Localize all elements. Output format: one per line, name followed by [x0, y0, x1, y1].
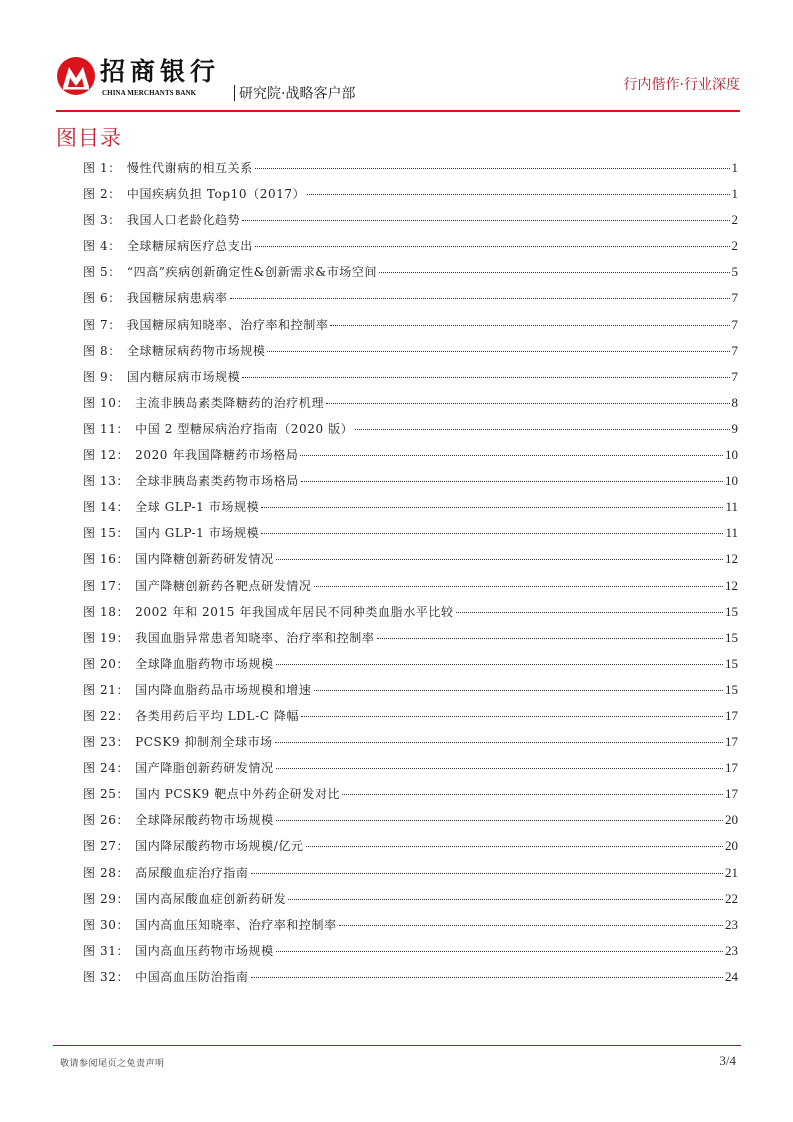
- toc-page: 23: [725, 916, 738, 932]
- toc-num: 图 28：: [83, 865, 130, 880]
- toc-label: 国内高尿酸血症创新药研发: [135, 891, 287, 906]
- toc-num: 图 3：: [83, 213, 121, 228]
- dot-leader: [255, 168, 730, 169]
- toc-entry-28[interactable]: [83, 863, 738, 889]
- toc-num: 图 30：: [83, 917, 130, 932]
- toc-label: 全球糖尿病药物市场规模: [126, 343, 266, 358]
- dot-leader: [267, 351, 729, 352]
- toc-num: 图 19：: [83, 630, 130, 645]
- toc-page: 9: [731, 420, 738, 436]
- toc-entry-16[interactable]: [83, 549, 738, 575]
- bank-name-en: CHINA MERCHANTS BANK: [102, 89, 197, 97]
- toc-label: 主流非胰岛素类降糖药的治疗机理: [135, 395, 325, 410]
- toc-label: 国产降脂创新药研发情况: [135, 761, 274, 776]
- dot-leader: [276, 559, 723, 560]
- toc-page: 12: [725, 577, 738, 593]
- toc-num: 图 29：: [83, 891, 130, 906]
- toc-num: 图 12：: [83, 448, 130, 463]
- dot-leader: [251, 873, 724, 874]
- toc-page: 15: [725, 681, 738, 697]
- toc-entry-27[interactable]: [83, 836, 738, 862]
- toc-page: 10: [725, 447, 738, 463]
- toc-label: 国内糖尿病市场规模: [126, 369, 241, 384]
- dot-leader: [377, 638, 724, 639]
- toc-page: 21: [725, 864, 738, 880]
- toc-entry-1[interactable]: [83, 158, 738, 184]
- toc-label: 全球非胰岛素类药物市场格局: [135, 474, 299, 489]
- dot-leader: [276, 951, 723, 952]
- toc-page: 2: [731, 212, 738, 228]
- toc-num: 图 8：: [83, 343, 121, 358]
- figure-toc-list: [83, 158, 738, 993]
- toc-page: 23: [725, 942, 738, 958]
- dot-leader: [379, 272, 729, 273]
- dot-leader: [326, 403, 729, 404]
- toc-label: 我国人口老龄化趋势: [126, 213, 241, 228]
- toc-num: 图 6：: [83, 291, 121, 306]
- toc-label: 我国糖尿病知晓率、治疗率和控制率: [126, 317, 329, 332]
- toc-label: 中国 2 型糖尿病治疗指南（2020 版）: [135, 421, 354, 436]
- toc-entry-32[interactable]: [83, 967, 738, 993]
- toc-label: 各类用药后平均 LDL-C 降幅: [135, 708, 300, 723]
- toc-num: 图 21：: [83, 682, 130, 697]
- toc-entry-21[interactable]: [83, 680, 738, 706]
- dot-leader: [275, 742, 723, 743]
- dot-leader: [230, 298, 730, 299]
- toc-page: 7: [731, 368, 738, 384]
- dot-leader: [242, 220, 729, 221]
- toc-num: 图 32：: [83, 969, 130, 984]
- toc-num: 图 23：: [83, 735, 130, 750]
- toc-label: 我国糖尿病患病率: [126, 291, 228, 306]
- toc-label: 国内 GLP-1 市场规模: [135, 526, 260, 541]
- toc-page: 12: [725, 551, 738, 567]
- toc-label: 国产降糖创新药各靶点研发情况: [135, 578, 312, 593]
- toc-entry-4[interactable]: [83, 236, 738, 262]
- toc-num: 图 25：: [83, 787, 130, 802]
- toc-label: 国内降血脂药品市场规模和增速: [135, 682, 312, 697]
- toc-entry-12[interactable]: [83, 445, 738, 471]
- toc-page: 7: [731, 342, 738, 358]
- separator: [234, 85, 235, 101]
- dot-leader: [301, 716, 723, 717]
- footer-divider: [53, 1045, 741, 1046]
- toc-page: 17: [725, 707, 738, 723]
- bank-name-cn: 招商银行: [100, 57, 221, 86]
- toc-label: 慢性代谢病的相互关系: [126, 161, 253, 175]
- toc-entry-31[interactable]: [83, 941, 738, 967]
- toc-entry-25[interactable]: [83, 784, 738, 810]
- dot-leader: [261, 507, 723, 508]
- toc-label: 国内 PCSK9 靶点中外药企研发对比: [135, 787, 341, 802]
- toc-entry-17[interactable]: [83, 576, 738, 602]
- toc-page: 1: [731, 186, 738, 202]
- page-number: 3/4: [719, 1053, 736, 1068]
- toc-page: 1: [731, 160, 738, 175]
- toc-num: 图 24：: [83, 761, 130, 776]
- dot-leader: [300, 455, 723, 456]
- toc-page: 24: [725, 968, 738, 984]
- toc-page: 20: [725, 838, 738, 854]
- dot-leader: [314, 586, 724, 587]
- toc-entry-19[interactable]: [83, 628, 738, 654]
- toc-label: 2020 年我国降糖药市场格局: [135, 448, 299, 463]
- toc-num: 图 27：: [83, 839, 130, 854]
- toc-num: 图 15：: [83, 526, 130, 541]
- dot-leader: [456, 612, 723, 613]
- toc-page: 10: [725, 473, 738, 489]
- toc-page: 15: [725, 603, 738, 619]
- dot-leader: [288, 899, 723, 900]
- toc-num: 图 16：: [83, 552, 130, 567]
- toc-label: PCSK9 抑制剂全球市场: [135, 735, 273, 750]
- toc-page: 7: [731, 290, 738, 306]
- toc-num: 图 11：: [83, 421, 130, 436]
- dot-leader: [276, 664, 723, 665]
- toc-entry-2[interactable]: [83, 184, 738, 210]
- toc-label: 全球糖尿病医疗总支出: [126, 239, 253, 254]
- toc-title: 图目录: [56, 126, 122, 150]
- dot-leader: [251, 977, 724, 978]
- toc-num: 图 5：: [83, 265, 121, 280]
- toc-num: 图 14：: [83, 500, 130, 515]
- header-divider: [56, 110, 740, 112]
- dot-leader: [261, 533, 723, 534]
- toc-num: 图 9：: [83, 369, 121, 384]
- dot-leader: [242, 377, 729, 378]
- toc-entry-24[interactable]: [83, 758, 738, 784]
- dot-leader: [276, 768, 723, 769]
- toc-num: 图 22：: [83, 708, 130, 723]
- dot-leader: [255, 246, 730, 247]
- toc-page: 17: [725, 734, 738, 750]
- dot-leader: [306, 846, 723, 847]
- toc-page: 15: [725, 655, 738, 671]
- toc-entry-18[interactable]: [83, 602, 738, 628]
- toc-label: 国内降糖创新药研发情况: [135, 552, 274, 567]
- toc-entry-30[interactable]: [83, 915, 738, 941]
- toc-page: 17: [725, 786, 738, 802]
- dot-leader: [330, 325, 729, 326]
- toc-label: 全球降血脂药物市场规模: [135, 656, 274, 671]
- toc-entry-9[interactable]: [83, 367, 738, 393]
- disclaimer-note: 敬请参阅尾页之免责声明: [60, 1059, 165, 1069]
- toc-label: 高尿酸血症治疗指南: [135, 865, 249, 880]
- toc-entry-15[interactable]: [83, 523, 738, 549]
- toc-page: 7: [731, 316, 738, 332]
- toc-num: 图 2：: [83, 187, 121, 202]
- toc-entry-13[interactable]: [83, 471, 738, 497]
- dot-leader: [301, 481, 723, 482]
- toc-label: 国内高血压药物市场规模: [135, 943, 274, 958]
- toc-label: 国内高血压知晓率、治疗率和控制率: [135, 917, 337, 932]
- toc-num: 图 13：: [83, 474, 130, 489]
- toc-num: 图 4：: [83, 239, 121, 254]
- toc-entry-5[interactable]: [83, 262, 738, 288]
- dot-leader: [355, 429, 729, 430]
- toc-entry-10[interactable]: [83, 393, 738, 419]
- toc-entry-26[interactable]: [83, 810, 738, 836]
- dot-leader: [314, 690, 724, 691]
- page-header: [56, 56, 740, 108]
- toc-page: 22: [725, 890, 738, 906]
- toc-num: 图 17：: [83, 578, 130, 593]
- toc-entry-11[interactable]: [83, 419, 738, 445]
- toc-entry-3[interactable]: [83, 210, 738, 236]
- toc-num: 图 10：: [83, 395, 130, 410]
- toc-num: 图 26：: [83, 813, 130, 828]
- toc-entry-8[interactable]: [83, 341, 738, 367]
- toc-label: “四高”疾病创新确定性&创新需求&市场空间: [126, 265, 378, 280]
- toc-label: 我国血脂异常患者知晓率、治疗率和控制率: [135, 630, 375, 645]
- dot-leader: [339, 925, 723, 926]
- dot-leader: [307, 194, 729, 195]
- toc-num: 图 7：: [83, 317, 121, 332]
- toc-entry-6[interactable]: [83, 288, 738, 314]
- toc-entry-7[interactable]: [83, 315, 738, 341]
- department-label: [234, 85, 355, 103]
- dot-leader: [276, 820, 723, 821]
- dot-leader: [342, 794, 723, 795]
- toc-page: 8: [731, 394, 738, 410]
- toc-entry-29[interactable]: [83, 889, 738, 915]
- toc-page: 17: [725, 760, 738, 776]
- toc-entry-20[interactable]: [83, 654, 738, 680]
- toc-label: 中国疾病负担 Top10（2017）: [126, 187, 306, 202]
- toc-label: 全球 GLP-1 市场规模: [135, 500, 260, 515]
- department-text: 研究院·战略客户部: [239, 86, 356, 102]
- toc-entry-23[interactable]: [83, 732, 738, 758]
- toc-num: 图 18：: [83, 604, 130, 619]
- toc-num: 图 1：: [83, 161, 121, 175]
- toc-page: 5: [731, 264, 738, 280]
- toc-page: 11: [725, 525, 738, 541]
- toc-label: 2002 年和 2015 年我国成年居民不同种类血脂水平比较: [135, 604, 454, 619]
- toc-page: 2: [731, 238, 738, 254]
- toc-label: 国内降尿酸药物市场规模/亿元: [135, 839, 304, 854]
- toc-entry-22[interactable]: [83, 706, 738, 732]
- toc-label: 全球降尿酸药物市场规模: [135, 813, 274, 828]
- toc-page: 20: [725, 812, 738, 828]
- cmb-logo-icon: [56, 56, 96, 96]
- toc-page: 11: [725, 499, 738, 515]
- toc-num: 图 20：: [83, 656, 130, 671]
- report-type: 行内偕作·行业深度: [623, 77, 740, 93]
- toc-num: 图 31：: [83, 943, 130, 958]
- toc-entry-14[interactable]: [83, 497, 738, 523]
- toc-page: 15: [725, 629, 738, 645]
- toc-label: 中国高血压防治指南: [135, 969, 249, 984]
